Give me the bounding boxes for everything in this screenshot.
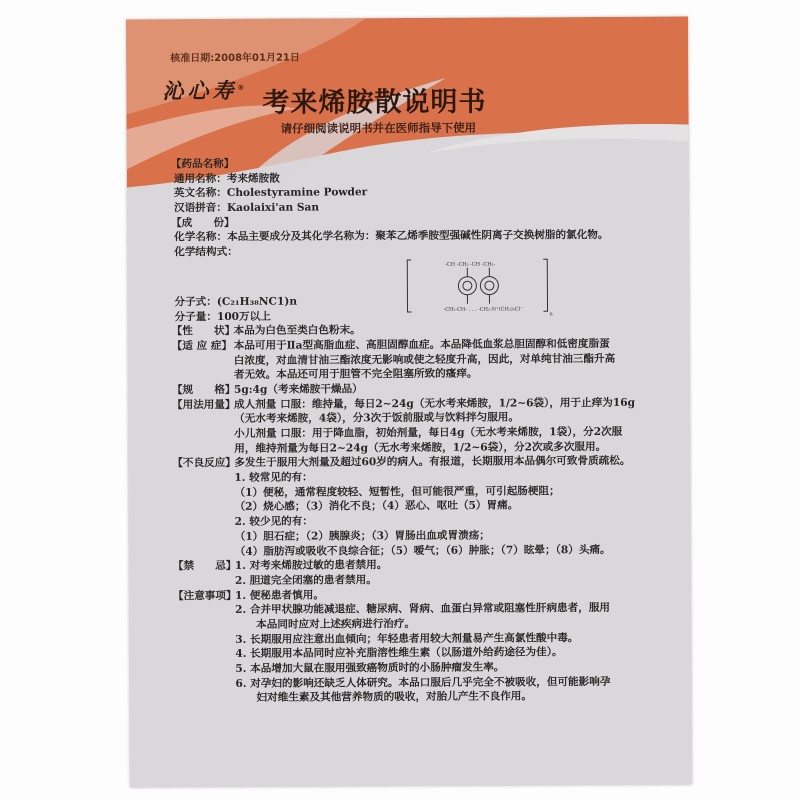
section-label: 【性 状】 (171, 325, 236, 338)
brand-logo (162, 75, 244, 105)
section-label: 【不良反应】 (172, 457, 236, 470)
section-text: 1. 较常见的有： (234, 471, 313, 484)
section-text: 者无效。本品还可用于胆管不完全阻塞所致的瘙痒。 (233, 367, 478, 382)
section-text: 5. 本品增加大鼠在服用强致癌物质时的小肠肿瘤发生率。 (235, 661, 505, 675)
section-text: 化学名称：本品主要成分及其化学名称为：聚苯乙烯季胺型强碱性阴离子交换树脂的氯化物。 (174, 229, 609, 244)
section-label: 【成 份】 (171, 216, 235, 229)
leaflet-body (171, 155, 689, 707)
section-text: （1）胆石症；（2）胰腺炎；（3）胃肠出血或胃溃疡； (234, 529, 490, 543)
document-subtitle: 请仔细阅读说明书并在医师指导下使用 (280, 120, 477, 136)
section-text: 本品为白色至类白色粉末。 (233, 324, 361, 338)
structure-bottom-chain: -CH₂-CH- . . . -CH₂-N⁺(CH₃)₃Cl⁻ (443, 306, 523, 313)
section-text: （1）便秘，通常程度较轻、短暂性，但可能很严重，可引起肠梗阻； (234, 484, 560, 499)
structure-top-chain: -CH -CH₂ -CH -CH₂- (445, 261, 496, 268)
section-text: 本品同时应对上述疾病进行治疗。 (256, 617, 416, 631)
section-text: 2. 较少见的有： (234, 515, 313, 529)
section-text: 妇对维生素及其他营养物质的吸收，对胎儿产生不良作用。 (256, 690, 533, 705)
section-text: 2. 合并甲状腺功能减退症、糖尿病、肾病、血蛋白异常或阻塞性肝病患者，服用 (235, 602, 611, 617)
brand-name: 沁心寿 (162, 77, 238, 104)
section-text: 1. 对考来烯胺过敏的患者禁用。 (234, 559, 388, 573)
section-text: 用，维持剂量为每日2~24g（无水考来烯胺，1/2~6袋），分2次或多次服用。 (234, 440, 607, 455)
section-text: 5g:4g（考来烯胺干燥品） (233, 383, 363, 396)
section-text: 3. 长期服用应注意出血倾向；年轻患者用较大剂量易产生高氯性酸中毒。 (235, 631, 579, 646)
section-text: 4. 长期服用本品同时应补充脂溶性维生素（以肠道外给药途径为佳）。 (235, 646, 563, 661)
section-text: 化学结构式： (174, 246, 238, 259)
section-label: 【用法用量】 (171, 398, 236, 411)
chemical-structure-diagram (405, 255, 555, 318)
section-text: 小儿剂量 口服：用于降血脂，初始剂量，每日4g（无水考来烯胺，1袋），分2次服 (234, 425, 623, 440)
section-text: 成人剂量 口服：维持量，每日2~24g（无水考来烯胺，1/2~6袋），用于止痒为16g (233, 396, 636, 411)
section-text: 汉语拼音：Kaolaixi'an San (173, 201, 320, 215)
structure-n: n (549, 311, 553, 318)
approval-date: 核准日期:2008年01月21日 (170, 52, 300, 65)
section-text: 白浓度，对血清甘油三酯浓度无影响或使之轻度升高，因此，对单纯甘油三酯升高 (233, 352, 616, 367)
section-label: 【药品名称】 (170, 157, 235, 171)
section-text: 1. 便秘患者慎用。 (234, 589, 324, 602)
section-label: 【规 格】 (171, 383, 236, 397)
section-text: （无水考来烯胺，4袋），分3次于饭前服或与饮料拌匀服用。 (234, 411, 520, 426)
section-text: （2）烧心感；（3）消化不良；（4）恶心、呕吐（5）胃痛。 (234, 499, 519, 514)
section-text: （4）脂肪泻或吸收不良综合征；（5）嗳气；（6）肿胀；（7）眩晕；（8）头痛。 (234, 543, 611, 558)
section-text: 英文名称：Cholestyramine Powder (173, 186, 368, 200)
section-text: 本品可用于Ⅱa型高脂血症、高胆固醇血症。本品降低血浆总胆固醇和低密度脂蛋 (233, 337, 610, 352)
text-line (174, 689, 689, 706)
section-text: 6. 对孕妇的影响还缺乏人体研究。本品口服后几乎完全不被吸收，但可能影响孕 (235, 675, 611, 690)
instruction-leaflet (126, 17, 692, 788)
section-text: 分子式：(C₂₁H₃₈NC1)n (174, 295, 298, 309)
section-text: 通用名称：考来烯胺散 (173, 172, 280, 185)
section-text: 2. 胆道完全闭塞的患者禁用。 (234, 574, 377, 587)
section-label: 【禁 忌】 (172, 560, 237, 573)
registered-mark: ® (237, 82, 245, 92)
document-title: 考来烯胺散说明书 (262, 86, 487, 119)
section-label: 【注意事项】 (172, 589, 237, 602)
section-text: 多发生于服用大剂量及超过60岁的病人。有报道，长期服用本品偶尔可致骨质疏松。 (234, 455, 631, 470)
section-label: 【适 应 症】 (171, 339, 233, 353)
section-text: 分子量：100万以上 (174, 310, 271, 323)
